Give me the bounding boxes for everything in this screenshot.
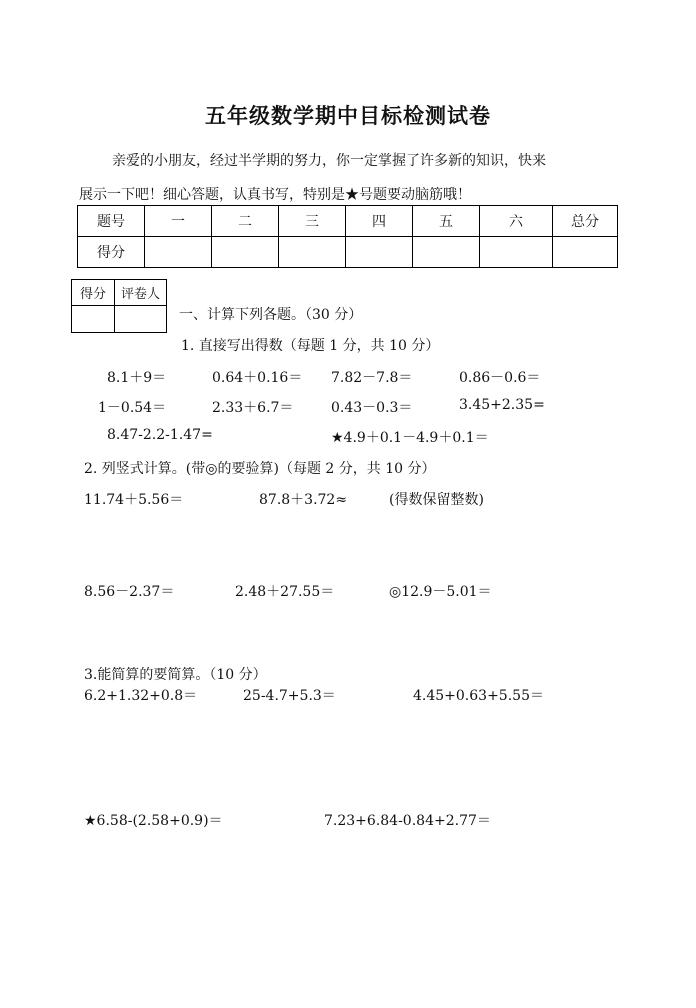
problem: 8.47-2.2-1.47= <box>107 427 213 443</box>
score-input-cell[interactable] <box>553 237 618 268</box>
section1-heading: 一、计算下列各题。（30 分） <box>179 307 363 323</box>
score-input-cell[interactable] <box>346 237 413 268</box>
problem: 0.64＋0.16＝ <box>212 370 303 386</box>
score-table <box>77 205 618 268</box>
score-table-score-row <box>78 237 618 268</box>
score-input-cell[interactable] <box>279 237 346 268</box>
problem: 11.74＋5.56＝ <box>84 492 184 508</box>
score-header-cell: 一 <box>145 206 212 237</box>
score-header-cell: 题号 <box>78 206 145 237</box>
score-header-cell: 总分 <box>553 206 618 237</box>
problem-star: ★4.9＋0.1－4.9＋0.1＝ <box>331 430 489 446</box>
score-header-cell: 三 <box>279 206 346 237</box>
problem-star: ★6.58-(2.58+0.9)＝ <box>84 813 223 829</box>
problem: 1－0.54＝ <box>98 400 167 416</box>
problem: 6.2+1.32+0.8＝ <box>84 688 198 704</box>
grader-table <box>71 279 167 333</box>
score-header-cell: 四 <box>346 206 413 237</box>
grader-score-label: 得分 <box>72 280 115 306</box>
score-input-cell[interactable] <box>145 237 212 268</box>
score-header-cell: 二 <box>212 206 279 237</box>
intro-line-2: 展示一下吧！细心答题，认真书写，特别是★号题要动脑筋哦！ <box>79 187 471 203</box>
part2-heading: 2. 列竖式计算。(带◎的要验算)（每题 2 分，共 10 分） <box>84 461 436 477</box>
problem: 25-4.7+5.3＝ <box>243 688 336 704</box>
problem: 2.48＋27.55＝ <box>235 584 335 600</box>
problem: 4.45+0.63+5.55＝ <box>413 688 544 704</box>
problem: 8.56－2.37＝ <box>84 584 175 600</box>
score-header-cell: 六 <box>480 206 553 237</box>
part3-heading: 3.能简算的要简算。（10 分） <box>84 667 267 683</box>
problem: 0.86－0.6＝ <box>459 370 541 386</box>
rounding-note: (得数保留整数) <box>389 492 484 508</box>
part1-heading: 1. 直接写出得数（每题 1 分，共 10 分） <box>181 338 440 354</box>
grader-name-label: 评卷人 <box>115 280 167 306</box>
score-header-cell: 五 <box>413 206 480 237</box>
score-input-cell[interactable] <box>212 237 279 268</box>
problem: 8.1＋9＝ <box>107 370 167 386</box>
problem: 3.45+2.35= <box>459 397 545 413</box>
page-title: 五年级数学期中目标检测试卷 <box>205 104 491 128</box>
grader-score-cell[interactable] <box>72 306 115 333</box>
score-table-header-row <box>78 206 618 237</box>
problem: 7.82－7.8＝ <box>331 370 413 386</box>
problem: 2.33＋6.7＝ <box>212 400 294 416</box>
score-input-cell[interactable] <box>413 237 480 268</box>
problem: 7.23+6.84-0.84+2.77＝ <box>324 813 491 829</box>
problem: 0.43－0.3＝ <box>331 400 413 416</box>
score-input-cell[interactable] <box>480 237 553 268</box>
score-row-label: 得分 <box>78 237 145 268</box>
grader-name-cell[interactable] <box>115 306 167 333</box>
problem-verify: ◎12.9－5.01＝ <box>389 584 492 600</box>
problem: 87.8＋3.72≈ <box>259 492 348 508</box>
intro-line-1: 亲爱的小朋友，经过半学期的努力，你一定掌握了许多新的知识，快来 <box>112 153 546 169</box>
